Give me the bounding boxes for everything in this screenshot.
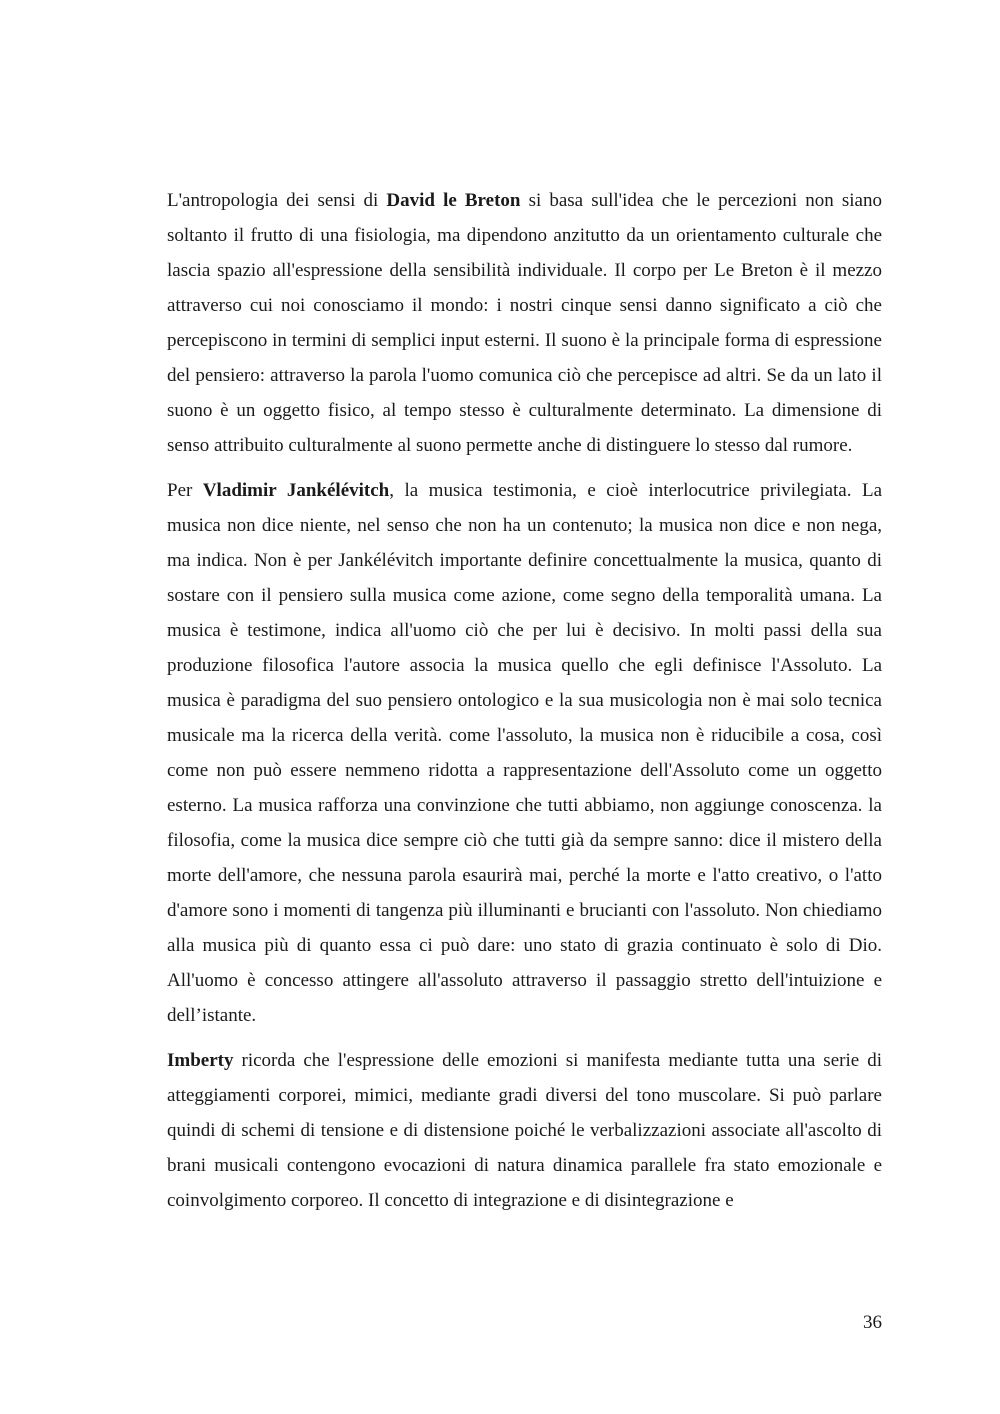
- paragraph-text: , la musica testimonia, e cioè interlocutrice privilegiata. La musica non dice niente, nel senso che non ha un contenuto; la musica non dice e non nega, ma indica. Non è per Jankélévitch importante definire concettualmente la musica, quanto di sostare con il pensiero sulla musica come azione, come segno della temporalità umana. La musica è testimone, indica all'uomo ciò che per lui è decisivo. In molti passi della sua produzione filosofica l'autore associa la musica quello che egli definisce l'Assoluto. La musica è paradigma del suo pensiero ontologico e la sua musicologia non è mai solo tecnica musicale ma la ricerca della verità. come l'assoluto, la musica non è riducibile a cosa, così come non può essere nemmeno ridotta a rappresentazione dell'Assoluto come un oggetto esterno. La musica rafforza una convinzione che tutti abbiamo, non aggiunge conoscenza. la filosofia, come la musica dice sempre ciò che tutti già da sempre sanno: dice il mistero della morte dell'amore, che nessuna parola esaurirà mai, perché la morte e l'atto creativo, o l'atto d'amore sono i momenti di tangenza più illuminanti e brucianti con l'assoluto. Non chiediamo alla musica più di quanto essa ci può dare: uno stato di grazia continuato è solo di Dio. All'uomo è concesso attingere all'assoluto attraverso il passaggio stretto dell'intuizione e dell’istante.: [167, 480, 883, 1026]
- paragraph-text: ricorda che l'espressione delle emozioni si manifesta mediante tutta una serie di atteggiamenti corporei, mimici, mediante gradi diversi del tono muscolare. Si può parlare quindi di schemi di tensione e di distensione poiché le verbalizzazioni associate all'ascolto di brani musicali contengono evocazioni di natura dinamica parallele fra stato emozionale e coinvolgimento corporeo. Il concetto di integrazione e di disintegrazione e: [167, 1050, 882, 1211]
- body-text: [167, 183, 882, 1228]
- author-name-jankelevitch: Vladimir Jankélévitch: [202, 480, 390, 501]
- page-number: 36: [863, 1312, 882, 1333]
- paragraph-text: si basa sull'idea che le percezioni non siano soltanto il frutto di una fisiologia, ma dipendono anzitutto da un orientamento culturale che lascia spazio all'espressione della sensibilità individuale. Il corpo per Le Breton è il mezzo attraverso cui noi conosciamo il mondo: i nostri cinque sensi danno significato a ciò che percepiscono in termini di semplici input esterni. Il suono è la principale forma di espressione del pensiero: attraverso la parola l'uomo comunica ciò che percepisce ad altri. Se da un lato il suono è un oggetto fisico, al tempo stesso è culturalmente determinato. La dimensione di senso attribuito culturalmente al suono permette anche di distinguere lo stesso dal rumore.: [167, 190, 882, 456]
- paragraph-jankelevitch: [167, 473, 882, 1033]
- paragraph-text: L'antropologia dei sensi di: [167, 190, 387, 211]
- paragraph-le-breton: [167, 183, 882, 463]
- paragraph-imberty: [167, 1043, 882, 1218]
- author-name-imberty: Imberty: [167, 1050, 234, 1071]
- author-name-le-breton: David le Breton: [386, 190, 521, 211]
- paragraph-text: Per: [167, 480, 203, 501]
